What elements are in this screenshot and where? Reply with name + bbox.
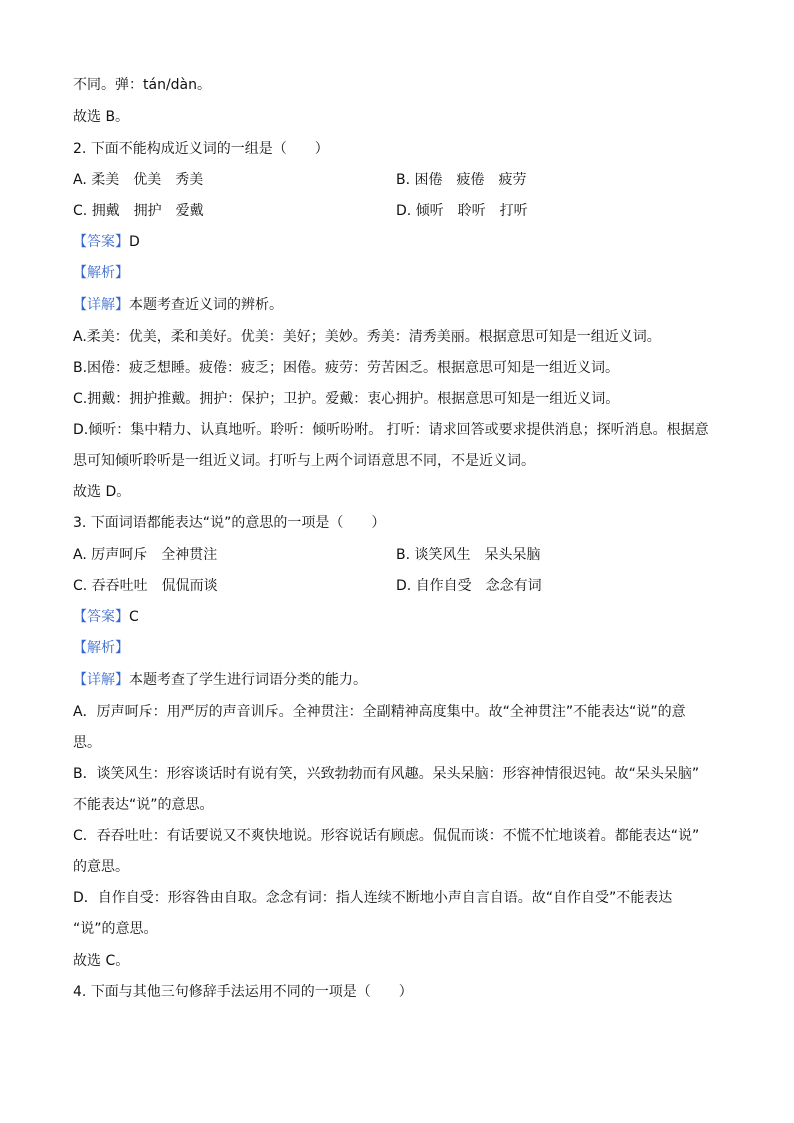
option-key: C. [73, 578, 88, 594]
q3-explanation-b: B．谈笑风生：形容谈话时有说有笑，兴致勃勃而有风趣。呆头呆脑：形容神情很迟钝。故“呆头呆脑” [73, 766, 700, 782]
q3-explanation-d: D．自作自受：形容咎由自取。念念有词：指人连续不断地小声自言自语。故“自作自受”不能表达 [73, 890, 673, 906]
q3-explanation-a: A．厉声呵斥：用严厉的声音训斥。全神贯注：全副精神高度集中。故“全神贯注”不能表达“说”的意 [73, 704, 686, 720]
option-text: 吞吞吐吐 侃侃而谈 [91, 578, 218, 594]
question-3-stem [73, 513, 385, 533]
option-key: A. [73, 547, 87, 563]
q3-detail [73, 670, 367, 690]
q3-option-b [396, 545, 541, 565]
answer-tag: 【答案】 [73, 234, 129, 250]
q2-detail [73, 295, 283, 315]
option-text: 厉声呵斥 全神贯注 [91, 547, 218, 563]
q2-explanation-b: B.困倦：疲乏想睡。疲倦：疲乏；困倦。疲劳：劳苦困乏。根据意思可知是一组近义词。 [73, 360, 620, 376]
q3-option-c [73, 576, 218, 596]
detail-text: 本题考查了学生进行词语分类的能力。 [129, 672, 367, 688]
q2-option-b [396, 170, 527, 190]
detail-text: 本题考查近义词的辨析。 [129, 297, 283, 313]
option-text: 自作自受 念念有词 [415, 578, 542, 594]
q2-explanation-d: D.倾听：集中精力、认真地听。聆听：倾听吩咐。 打听：请求回答或要求提供消息；探听消息。根据意 [73, 422, 709, 438]
analysis-tag: 【解析】 [73, 265, 129, 281]
detail-tag: 【详解】 [73, 672, 129, 688]
q3-explanation-c: C．吞吞吐吐：有话要说又不爽快地说。形容说话有顾虑。侃侃而谈：不慌不忙地谈着。都能表达“说” [73, 828, 700, 844]
option-text: 柔美 优美 秀美 [91, 172, 204, 188]
question-text: 下面词语都能表达“说”的意思的一项是（ ） [90, 515, 386, 531]
q3-explanation-b-cont: 不能表达“说”的意思。 [73, 797, 214, 813]
question-number: 4. [73, 984, 87, 1000]
q2-explanation-a: A.柔美：优美，柔和美好。优美：美好；美妙。秀美：清秀美丽。根据意思可知是一组近义词。 [73, 329, 661, 345]
option-text: 困倦 疲倦 疲劳 [414, 172, 527, 188]
q3-explanation-a-cont: 思。 [73, 735, 101, 751]
answer-value: D [129, 234, 140, 250]
option-text: 倾听 聆听 打听 [415, 203, 528, 219]
q3-conclusion: 故选 C。 [73, 953, 130, 969]
option-text: 谈笑风生 呆头呆脑 [414, 547, 541, 563]
detail-tag: 【详解】 [73, 297, 129, 313]
q2-option-c [73, 201, 204, 221]
q2-explanation-d-cont: 思可知倾听聆听是一组近义词。打听与上两个词语意思不同，不是近义词。 [73, 453, 535, 469]
q2-explanation-c: C.拥戴：拥护推戴。拥护：保护；卫护。爱戴：衷心拥护。根据意思可知是一组近义词。 [73, 391, 620, 407]
q3-analysis-tag [73, 638, 129, 658]
q3-explanation-c-cont: 的意思。 [73, 859, 129, 875]
option-key: B. [396, 172, 411, 188]
q2-option-a [73, 170, 203, 190]
option-key: D. [396, 578, 412, 594]
option-key: D. [396, 203, 412, 219]
question-2-stem [73, 139, 329, 159]
previous-explanation-line: 不同。弹：tán/dàn。 [73, 77, 211, 93]
q2-answer [73, 232, 140, 252]
q2-option-d [396, 201, 528, 221]
analysis-tag: 【解析】 [73, 640, 129, 656]
previous-conclusion: 故选 B。 [73, 109, 130, 125]
option-key: B. [396, 547, 411, 563]
option-key: C. [73, 203, 88, 219]
q3-explanation-d-cont: “说”的意思。 [73, 921, 158, 937]
question-number: 3. [73, 515, 87, 531]
answer-tag: 【答案】 [73, 609, 129, 625]
answer-value: C [129, 609, 139, 625]
option-key: A. [73, 172, 87, 188]
question-text: 下面与其他三句修辞手法运用不同的一项是（ ） [90, 984, 413, 1000]
q2-conclusion: 故选 D。 [73, 484, 131, 500]
q3-answer [73, 607, 139, 627]
q3-option-d [396, 576, 542, 596]
question-4-stem [73, 982, 413, 1002]
option-text: 拥戴 拥护 爱戴 [91, 203, 204, 219]
q3-option-a [73, 545, 217, 565]
q2-analysis-tag [73, 263, 129, 283]
question-number: 2. [73, 141, 87, 157]
question-text: 下面不能构成近义词的一组是（ ） [90, 141, 329, 157]
